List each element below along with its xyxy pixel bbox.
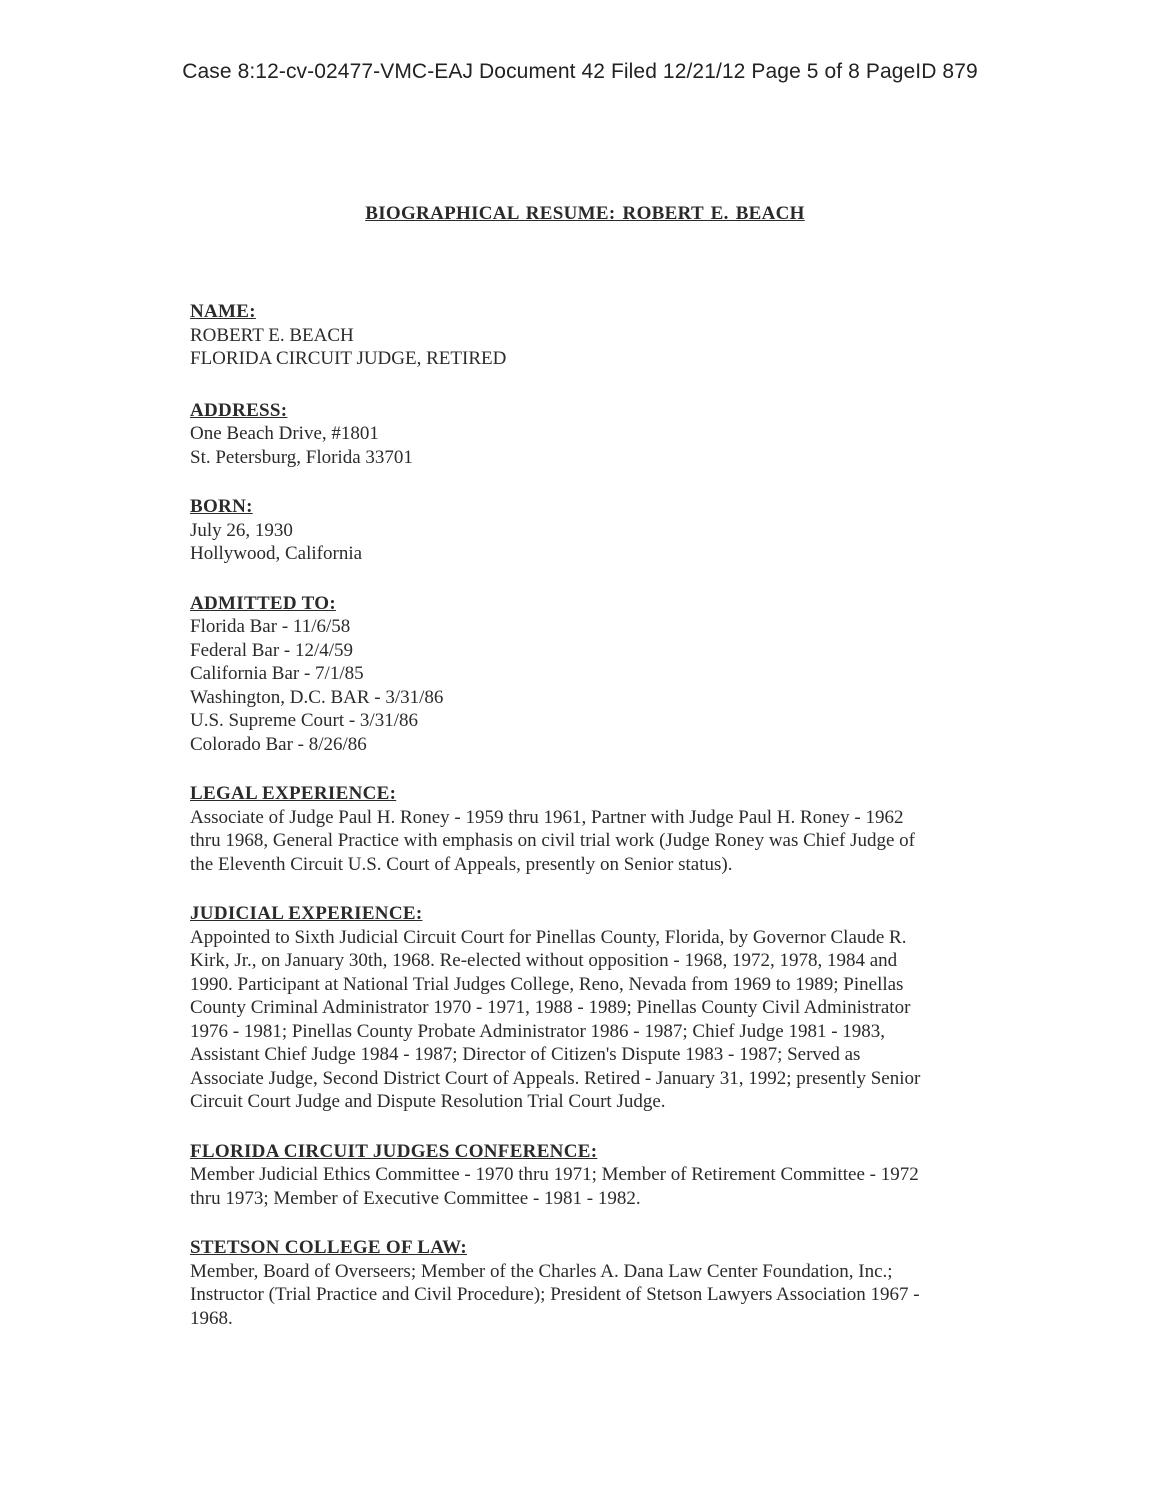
- section-legal-experience: [190, 782, 990, 876]
- paragraph-line: Associate Judge, Second District Court of Appeals. Retired - January 31, 1992; presently Senior: [190, 1067, 921, 1089]
- section-born: [190, 495, 990, 566]
- section-name: [190, 300, 990, 371]
- section-judges-conference: [190, 1140, 990, 1211]
- address-line: One Beach Drive, #1801: [190, 423, 379, 444]
- paragraph-line: the Eleventh Circuit U.S. Court of Appeals, presently on Senior status).: [190, 853, 733, 875]
- paragraph-line: County Criminal Administrator 1970 - 1971, 1988 - 1989; Pinellas County Civil Administrator: [190, 997, 911, 1018]
- paragraph-line: Assistant Chief Judge 1984 - 1987; Director of Citizen's Dispute 1983 - 1987; Served as: [190, 1044, 861, 1065]
- birth-place: Hollywood, California: [190, 543, 363, 564]
- paragraph-line: Associate of Judge Paul H. Roney - 1959 thru 1961, Partner with Judge Paul H. Roney - 1962: [190, 806, 904, 828]
- paragraph-line: Instructor (Trial Practice and Civil Procedure); President of Stetson Lawyers Association 1967 -: [190, 1284, 920, 1305]
- case-header: Case 8:12-cv-02477-VMC-EAJ Document 42 Filed 12/21/12 Page 5 of 8 PageID 879: [182, 60, 978, 83]
- birth-date: July 26, 1930: [190, 519, 293, 541]
- section-heading: STETSON COLLEGE OF LAW:: [190, 1237, 468, 1258]
- title-line: FLORIDA CIRCUIT JUDGE, RETIRED: [190, 348, 507, 369]
- resume-body: [190, 300, 990, 1330]
- section-heading: ADMITTED TO:: [190, 592, 336, 614]
- admission-line: California Bar - 7/1/85: [190, 663, 364, 684]
- admission-line: Federal Bar - 12/4/59: [190, 639, 354, 661]
- section-stetson: [190, 1236, 990, 1330]
- paragraph-line: thru 1968, General Practice with emphasis on civil trial work (Judge Roney was Chief Judge of: [190, 830, 915, 851]
- document-title: BIOGRAPHICAL RESUME: ROBERT E. BEACH: [365, 203, 805, 224]
- section-heading: LEGAL EXPERIENCE:: [190, 783, 397, 804]
- section-judicial-experience: [190, 902, 990, 1114]
- section-address: [190, 399, 990, 470]
- name-line: ROBERT E. BEACH: [190, 324, 354, 346]
- section-heading: BORN:: [190, 496, 253, 517]
- paragraph-line: 1968.: [190, 1307, 233, 1329]
- section-heading: NAME:: [190, 301, 256, 322]
- section-heading: FLORIDA CIRCUIT JUDGES CONFERENCE:: [190, 1140, 598, 1162]
- paragraph-line: thru 1973; Member of Executive Committee - 1981 - 1982.: [190, 1187, 641, 1209]
- paragraph-line: Member Judicial Ethics Committee - 1970 thru 1971; Member of Retirement Committee - 1972: [190, 1164, 919, 1185]
- admission-line: Washington, D.C. BAR - 3/31/86: [190, 686, 444, 708]
- paragraph-line: Appointed to Sixth Judicial Circuit Court for Pinellas County, Florida, by Governor Claude R.: [190, 926, 907, 948]
- section-heading: ADDRESS:: [190, 399, 288, 421]
- paragraph-line: Member, Board of Overseers; Member of the Charles A. Dana Law Center Foundation, Inc.;: [190, 1260, 893, 1282]
- address-line: St. Petersburg, Florida 33701: [190, 446, 413, 468]
- paragraph-line: 1976 - 1981; Pinellas County Probate Administrator 1986 - 1987; Chief Judge 1981 - 1983,: [190, 1020, 886, 1042]
- paragraph-line: Circuit Court Judge and Dispute Resolution Trial Court Judge.: [190, 1091, 666, 1112]
- admission-line: Florida Bar - 11/6/58: [190, 616, 351, 637]
- section-admitted: [190, 592, 990, 757]
- section-heading: JUDICIAL EXPERIENCE:: [190, 903, 423, 924]
- paragraph-line: 1990. Participant at National Trial Judges College, Reno, Nevada from 1969 to 1989; Pinellas: [190, 973, 904, 995]
- admission-line: Colorado Bar - 8/26/86: [190, 733, 367, 755]
- paragraph-line: Kirk, Jr., on January 30th, 1968. Re-elected without opposition - 1968, 1972, 1978, 1984 and: [190, 950, 898, 971]
- admission-line: U.S. Supreme Court - 3/31/86: [190, 710, 418, 731]
